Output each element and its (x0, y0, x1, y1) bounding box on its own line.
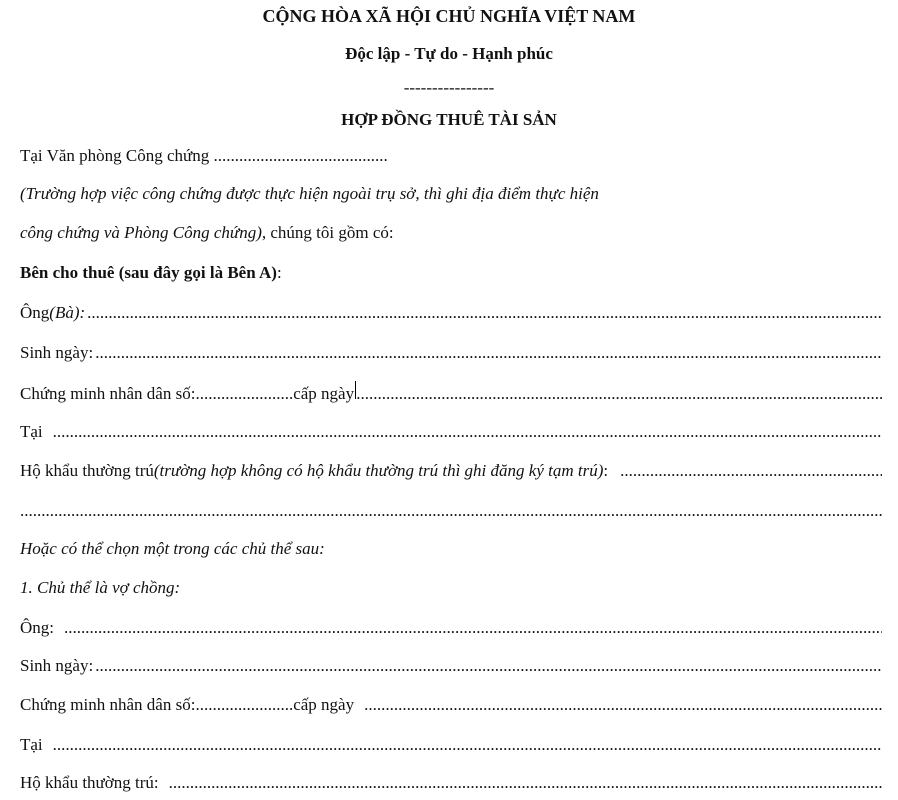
spouse-at-line (20, 734, 882, 756)
party-a-at-field[interactable] (53, 421, 882, 443)
party-a-mrs-label: (Bà): (49, 303, 86, 322)
party-a-residence-field-2[interactable] (20, 500, 882, 522)
party-a-dob-field[interactable] (95, 342, 882, 364)
party-a-residence-line-2 (20, 500, 882, 522)
note-line-2-italic: công chứng và Phòng Công chứng) (20, 223, 262, 242)
spouse-residence-field[interactable] (169, 772, 882, 794)
spouse-dob-line (20, 655, 882, 677)
party-a-issued-label: cấp ngày (293, 384, 355, 403)
party-a-id-label: Chứng minh nhân dân số: (20, 384, 196, 403)
office-line (20, 145, 882, 167)
spouse-heading: 1. Chủ thể là vợ chồng: (20, 578, 181, 597)
party-a-dob-line (20, 342, 882, 364)
spouse-id-label: Chứng minh nhân dân số: (20, 695, 196, 714)
spouse-id-line (20, 694, 882, 716)
party-a-name-line (20, 302, 882, 324)
party-a-residence-line (20, 460, 882, 482)
spouse-at-label: Tại (20, 735, 43, 754)
note-line-1: (Trường hợp việc công chứng được thực hiện ngoài trụ sở, thì ghi địa điểm thực hiện (20, 184, 599, 203)
party-a-name-field[interactable] (87, 302, 882, 324)
party-a-at-line (20, 421, 882, 443)
party-a-mr-label: Ông (20, 303, 50, 322)
note-line-2-tail: , chúng tôi gồm có: (261, 223, 394, 242)
separator: ---------------- (403, 78, 495, 97)
party-a-id-line (20, 381, 882, 405)
alternatives-heading: Hoặc có thể chọn một trong các chủ thể sau: (20, 539, 325, 558)
party-a-at-label: Tại (20, 422, 43, 441)
party-a-heading (20, 262, 882, 284)
contract-title: HỢP ĐỒNG THUÊ TÀI SẢN (341, 110, 557, 129)
spouse-dob-label: Sinh ngày: (20, 656, 94, 675)
office-dots: ......................................... (213, 146, 388, 165)
note-line-2 (20, 222, 882, 244)
spouse-issued-field[interactable] (364, 694, 882, 716)
party-a-residence-field[interactable] (620, 460, 882, 482)
spouse-mr-field[interactable] (64, 617, 882, 639)
spouse-mr-line (20, 617, 882, 639)
party-a-id-field[interactable]: ....................... (195, 384, 294, 403)
spouse-at-field[interactable] (53, 734, 882, 756)
spouse-residence-label: Hộ khẩu thường trú: (20, 773, 159, 792)
party-a-dob-label: Sinh ngày: (20, 343, 94, 362)
party-a-heading-text: Bên cho thuê (sau đây gọi là Bên A) (20, 263, 277, 282)
spouse-dob-field[interactable] (95, 655, 882, 677)
spouse-residence-line (20, 772, 882, 794)
national-title: CỘNG HÒA XÃ HỘI CHỦ NGHĨA VIỆT NAM (262, 6, 636, 26)
office-label: Tại Văn phòng Công chứng (20, 146, 214, 165)
party-a-residence-colon: : (603, 461, 609, 480)
party-a-issued-field[interactable] (356, 383, 882, 405)
party-a-heading-colon: : (276, 263, 282, 282)
motto: Độc lập - Tự do - Hạnh phúc (345, 44, 553, 63)
spouse-mr-label: Ông: (20, 618, 54, 637)
party-a-residence-label: Hộ khẩu thường trú (20, 461, 154, 480)
spouse-id-field[interactable]: ....................... (195, 695, 294, 714)
party-a-residence-note: (trường hợp không có hộ khẩu thường trú thì ghi đăng ký tạm trú) (153, 461, 604, 480)
spouse-issued-label: cấp ngày (293, 695, 355, 714)
